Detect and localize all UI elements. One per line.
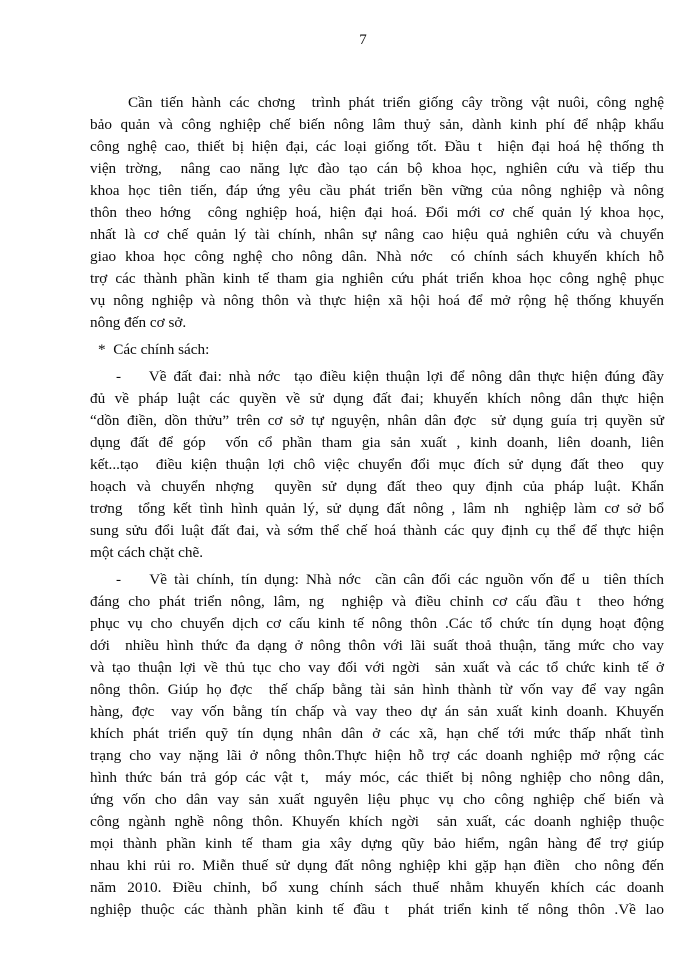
text-line: kết...tạo điều kiện thuận lợi chô việc chuyển đổi mục đích sử dụng đất theo quy — [90, 456, 664, 473]
text-line: sung sửu đổi luật đất đai, và sớm thể chế hoá thành các quy định cụ thể để thực hiện — [90, 522, 664, 539]
text-line: khoa học tiên tiến, đáp ứng yêu cầu phát triển bền vững của nông nghiệp và nông — [90, 182, 664, 199]
text-line: đáng cho phát triển nông, lâm, ng nghiệp và điều chỉnh cơ cấu đầu t theo hớng — [90, 593, 664, 610]
text-line: hoạch và chuyển nhợng quyền sử dụng đất theo quy định của pháp luật. Khẩn — [90, 478, 664, 495]
text-line: hàng, đợc vay vốn bằng tín chấp và vay theo dự án sản xuất kinh doanh. Khuyến — [90, 703, 664, 720]
text-line: nghiệp thuộc các thành phần kinh tế đầu t phát triển kinh tế nông thôn .Về lao — [90, 901, 664, 918]
text-line: một cách chặt chẽ. — [90, 544, 204, 561]
text-line: đủ về pháp luật các quyền về sử dụng đất đai; khuyến khích nông dân thực hiện — [90, 390, 664, 407]
text-line: viện trờng, nâng cao năng lực đào tạo cán bộ khoa học, nghiên cứu và tiếp thu — [90, 160, 664, 177]
text-line: bảo quản và công nghiệp chế biến nông lâm thuỷ sản, dành kinh phí để nhập khẩu — [90, 116, 664, 133]
text-line: - Về đất đai: nhà nớc tạo điều kiện thuận lợi để nông dân thực hiện đúng đầy — [116, 368, 664, 385]
section-heading — [90, 339, 664, 361]
paragraph — [90, 92, 664, 334]
text-line: trơng tổng kết tình hình quản lý, sử dụng đất nông , lâm nh nghiệp làm cơ sở bổ — [90, 500, 664, 517]
text-line: nhau khi rủi ro. Miễn thuế sử dụng đất nông nghiệp khi gặp hạn điền cho nông đến — [90, 857, 664, 874]
text-line: dụng đất để góp vốn cổ phần tham gia sản xuất , kinh doanh, liên doanh, liên — [90, 434, 664, 451]
text-line: trợ các thành phần kinh tế tham gia nghiên cứu phát triển khoa học công nghệ phục — [90, 270, 664, 287]
text-line: * Các chính sách: — [98, 341, 210, 358]
text-line: vụ nông nghiệp và nông thôn và thực hiện xã hội hoá để mở rộng hệ thống khuyến — [90, 292, 664, 309]
text-line: “dồn điền, dồn thửu” trên cơ sở tự nguyện, nhân dân đợc sử dụng guía trị quyền sử — [90, 412, 664, 429]
text-line: - Về tài chính, tín dụng: Nhà nớc cần cân đối các nguồn vốn để u tiên thích — [116, 571, 664, 588]
text-line: công nghệ cao, thiết bị hiện đại, các loại giống tốt. Đầu t hiện đại hoá hệ thống th — [90, 138, 664, 155]
text-line: ứng vốn cho dân vay sản xuất nguyên liệu phục vụ cho công nghiệp chế biến và — [90, 791, 664, 808]
text-line: hình thức bán trả góp các vật t, máy móc, các thiết bị nông nghiệp cho nông dân, — [90, 769, 664, 786]
text-line: mọi thành phần kinh tế tham gia xây dựng qũy bảo hiểm, ngân hàng để trợ giúp — [90, 835, 664, 852]
paragraph — [90, 569, 664, 921]
paragraph — [90, 366, 664, 564]
text-line: giao khoa học công nghệ cho nông dân. Nhà nớc có chính sách khuyến khích hỗ — [90, 248, 664, 265]
text-line: nông đến cơ sở. — [90, 314, 187, 331]
text-line: phục vụ cho chuyển dịch cơ cấu kinh tế nông thôn .Các tổ chức tín dụng hoạt động — [90, 615, 664, 632]
text-line: và tạo thuận lợi về thủ tục cho vay đối với ngời sản xuất và các tổ chức kinh tế ở — [90, 659, 664, 676]
text-line: dới nhiều hình thức đa dạng ở nông thôn với lãi suất thoả thuận, tăng mức cho vay — [90, 637, 664, 654]
page-number: 7 — [359, 32, 367, 48]
text-line: nhất là cơ chế quản lý tài chính, nhân sự nâng cao hiệu quả nghiên cứu và chuyển — [90, 226, 664, 243]
text-line: trạng cho vay nặng lãi ở nông thôn.Thực hiện hỗ trợ các doanh nghiệp mở rộng các — [90, 747, 664, 764]
text-line: công ngành nghề nông thôn. Khuyến khích ngời sản xuất, các doanh nghiệp thuộc — [90, 813, 664, 830]
text-line: Cần tiến hành các chơng trình phát triển giống cây trồng vật nuôi, công nghệ — [128, 94, 664, 111]
text-line: khích phát triển quỹ tín dụng nhân dân ở các xã, hạn chế tới mức thấp nhất tình — [90, 725, 664, 742]
text-line: thôn theo hớng công nghiệp hoá, hiện đại hoá. Đổi mới cơ chế quản lý khoa học, — [90, 204, 664, 221]
document-content — [90, 92, 664, 926]
text-line: nông thôn. Giúp họ đợc thế chấp bằng tài sản hình thành từ vốn vay để vay ngân — [90, 681, 664, 698]
text-line: năm 2010. Điều chỉnh, bổ xung chính sách thuế nhằm khuyến khích các doanh — [90, 879, 664, 896]
